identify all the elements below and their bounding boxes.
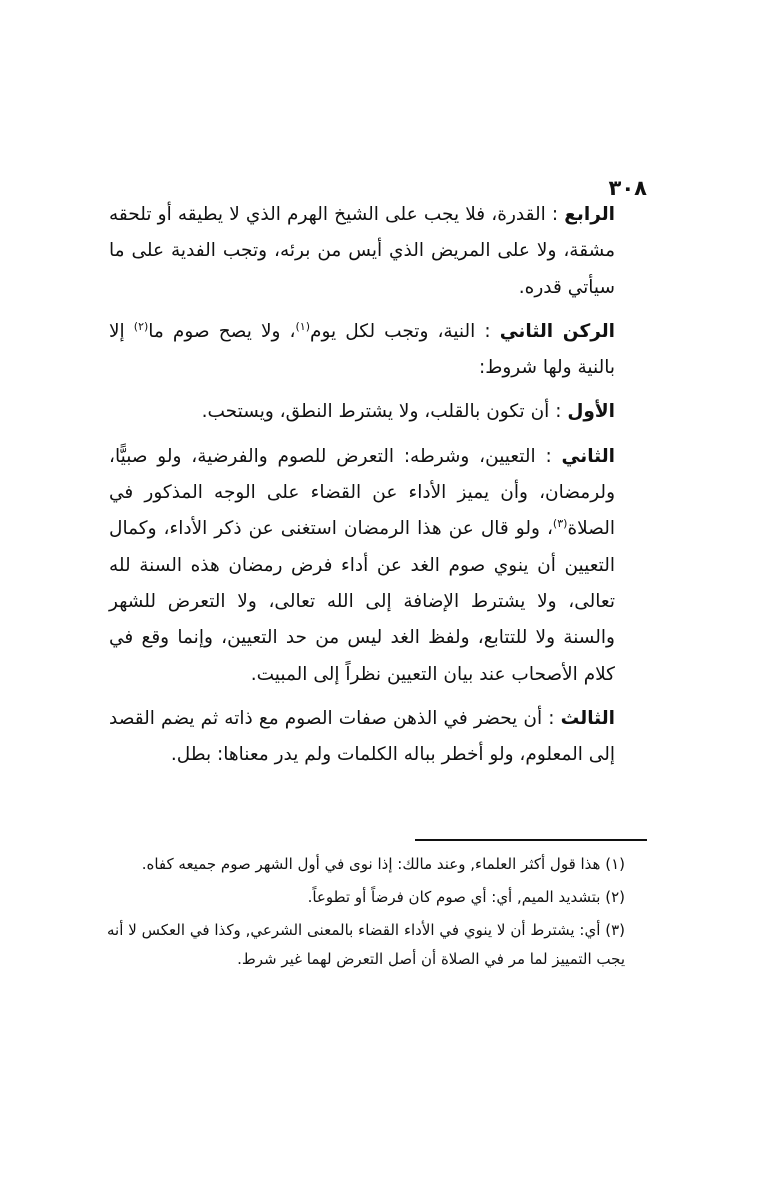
paragraph-heading: الرابع (564, 204, 615, 225)
footnote-ref-1[interactable]: (١) (295, 319, 310, 333)
paragraph-text: إلا بالنية ولها شروط: (109, 320, 615, 379)
footnote-ref-3[interactable]: (٣) (552, 517, 568, 531)
main-text (109, 197, 647, 781)
footnotes (107, 850, 647, 978)
paragraph-text: : أن يحضر في الذهن صفات الصوم مع ذاته ثم يضم القصد إلى المعلوم، ولو أخطر بباله الكلمات ولم يدر معناها: بطل. (109, 707, 615, 766)
paragraph-heading: الثاني (561, 445, 615, 467)
paragraph-text: : التعيين، وشرطه: التعرض للصوم والفرضية، ولو صبيًّا، ولرمضان، وأن يميز الأداء عن القضاء على الوجه المذكور في الصلاة (109, 445, 615, 540)
paragraph-fourth-condition (109, 197, 647, 306)
paragraph-third-condition (109, 701, 647, 774)
page-number: ٣٠٨ (608, 176, 647, 200)
paragraph-text: : أن تكون بالقلب، ولا يشترط النطق، ويستحب. (201, 401, 562, 423)
footnote-2: (٢) بتشديد الميم, أي: أي صوم كان فرضاً أو تطوعاً. (307, 888, 625, 906)
paragraph-second-pillar (109, 314, 647, 387)
paragraph-heading: الركن الثاني (499, 320, 615, 342)
footnote-3: (٣) أي: يشترط أن لا ينوي في الأداء القضاء بالمعنى الشرعي, وكذا في العكس لا أنه يجب التمييز لما مر في الصلاة أن أصل التعرض لهما غير شرط. (107, 921, 625, 968)
paragraph-text: : القدرة، فلا يجب على الشيخ الهرم الذي لا يطيقه أو تلحقه مشقة، ولا على المريض الذي أيس من برئه، وتجب الفدية على ما سيأتي قدره. (109, 204, 615, 298)
paragraph-second-condition (109, 439, 647, 693)
paragraph-text: : النية، وتجب لكل يوم (310, 320, 491, 342)
paragraph-heading: الأول (567, 401, 615, 423)
paragraph-first-condition (109, 394, 647, 430)
footnote-divider (415, 839, 647, 841)
paragraph-text: ، ولو قال عن هذا الرمضان استغنى عن ذكر الأداء، وكمال التعيين أن ينوي صوم الغد عن أداء فرض رمضان هذه السنة لله تعالى، ولا يشترط الإضافة إلى الله تعالى، ولا التعرض للشهر والسنة ولا للتتابع، ولفظ الغد ليس من حد التعيين، وإنما وقع في كلام الأصحاب عند بيان التعيين نظراً إلى المبيت. (109, 518, 615, 685)
paragraph-heading: الثالث (560, 707, 615, 729)
footnote-ref-2[interactable]: (٢) (133, 319, 149, 333)
paragraph-text: ، ولا يصح صوم ما (148, 320, 296, 342)
footnote-1: (١) هذا قول أكثر العلماء, وعند مالك: إذا نوى في أول الشهر صوم جميعه كفاه. (141, 855, 625, 873)
